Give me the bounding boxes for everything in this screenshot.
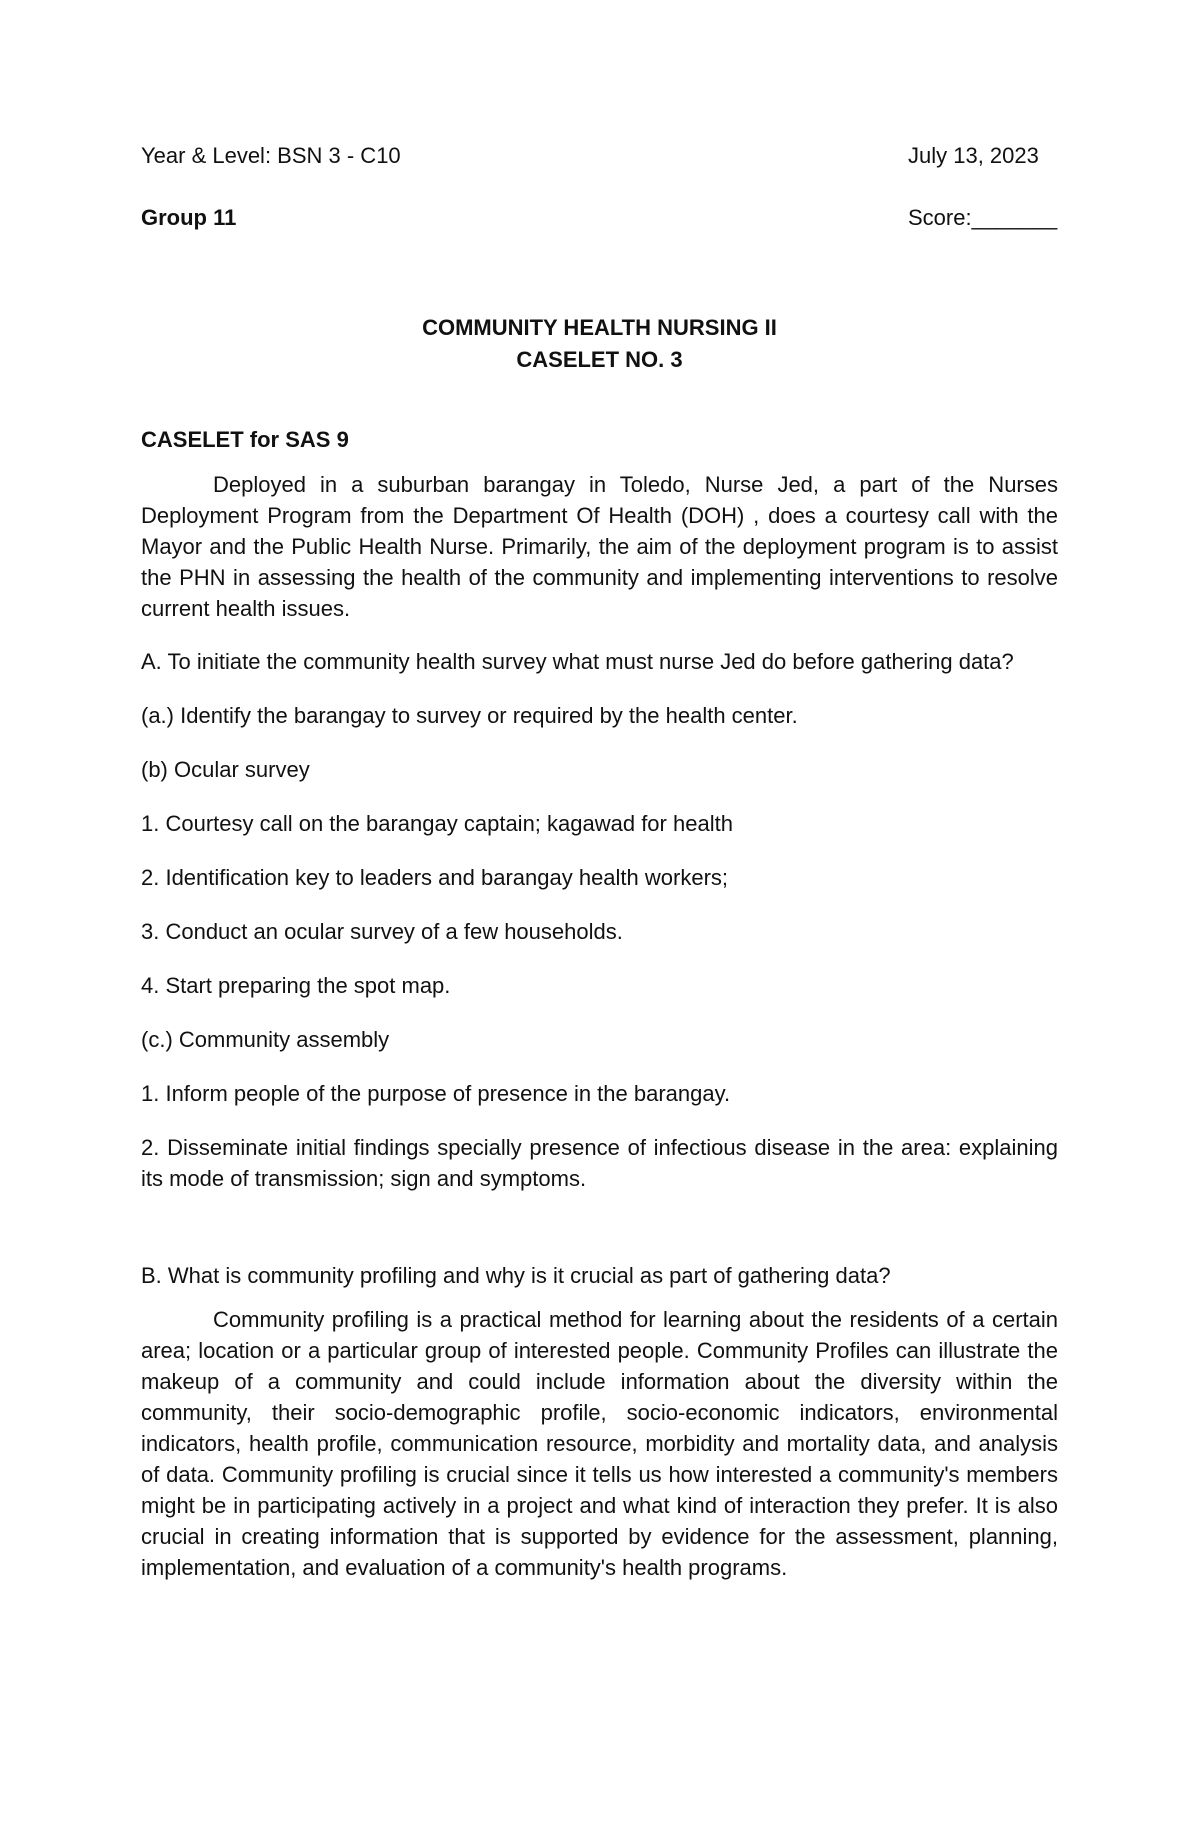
question-b: B. What is community profiling and why is it crucial as part of gathering data?	[141, 1263, 891, 1288]
answer-b-paragraph: Community profiling is a practical method for learning about the residents of a certain area; location or a particular group of interested people. Community Profiles can illustrate the makeup of a community and could include information about the diversity within the community, their socio-demographic profile, socio-economic indicators, environmental indicators, health profile, communication resource, morbidity and mortality data, and analysis of data. Community profiling is crucial since it tells us how interested a community's members might be in participating actively in a project and what kind of interaction they prefer. It is also crucial in creating information that is supported by evidence for the assessment, planning, implementation, and evaluation of a community's health programs.	[141, 1307, 1058, 1580]
list-item: 1. Courtesy call on the barangay captain; kagawad for health	[141, 811, 733, 836]
list-item: 4. Start preparing the spot map.	[141, 973, 451, 998]
group-text: Group 11	[141, 205, 237, 230]
score-text: Score:_______	[908, 205, 1058, 230]
intro-paragraph: Deployed in a suburban barangay in Toledo, Nurse Jed, a part of the Nurses Deployment Program from the Department Of Health (DOH) , does a courtesy call with the Mayor and the Public Health Nurse. Primarily, the aim of the deployment program is to assist the PHN in assessing the health of the community and implementing interventions to resolve current health issues.	[141, 472, 1058, 621]
list-item: 3. Conduct an ocular survey of a few households.	[141, 919, 623, 944]
list-item: (b) Ocular survey	[141, 757, 310, 782]
list-item: 2. Identification key to leaders and barangay health workers;	[141, 865, 729, 890]
date-text: July 13, 2023	[908, 143, 1039, 168]
list-item: (c.) Community assembly	[141, 1027, 390, 1052]
title-line-2: CASELET NO. 3	[516, 347, 683, 372]
document-page	[141, 140, 1058, 1583]
list-item: (a.) Identify the barangay to survey or required by the health center.	[141, 703, 798, 728]
title-line-1: COMMUNITY HEALTH NURSING II	[422, 315, 777, 340]
document-title	[141, 312, 1058, 376]
question-a: A. To initiate the community health survey what must nurse Jed do before gathering data?	[141, 649, 1014, 674]
header-row-2	[141, 202, 1058, 234]
year-level-text: Year & Level: BSN 3 - C10	[141, 143, 401, 168]
list-item: 2. Disseminate initial findings specially presence of infectious disease in the area: explaining its mode of transmission; sign and symptoms.	[141, 1135, 1058, 1191]
section-heading: CASELET for SAS 9	[141, 427, 349, 452]
list-item: 1. Inform people of the purpose of presence in the barangay.	[141, 1081, 731, 1106]
header-row-1	[141, 140, 1058, 172]
